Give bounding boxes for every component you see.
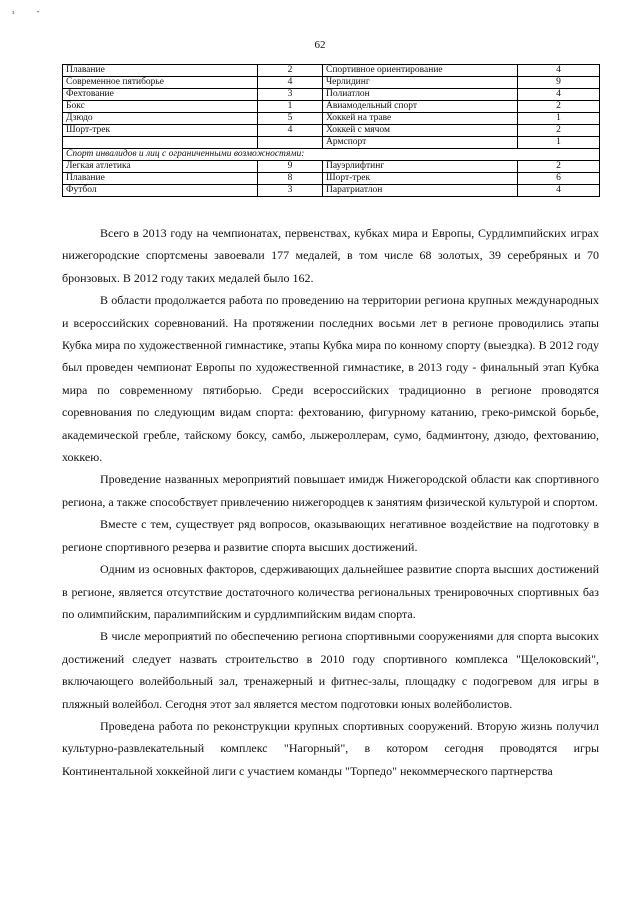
medal-count-cell: 6 [518, 173, 600, 185]
sport-name-cell: Фехтование [63, 89, 258, 101]
sport-name-cell: Пауэрлифтинг [323, 161, 518, 173]
sport-name-cell: Авиамодельный спорт [323, 101, 518, 113]
medal-count-cell: 1 [518, 137, 600, 149]
table-row [63, 161, 600, 173]
body-paragraph: Одним из основных факторов, сдерживающих дальнейшее развитие спорта высших достижений в регионе, является отсутствие достаточного количества региональных тренировочных спортивных баз по олимпийским, паралимпийским и сурдлимпийским видам спорта. [62, 562, 599, 621]
body-paragraph: В области продолжается работа по проведению на территории региона крупных международных и всероссийских соревнований. На протяжении последних восьми лет в регионе проводились этапы Кубка мира по художественной гимнастике, этапы Кубка мира по конному спорту (выездка). В 2012 году был проведен чемпионат Европы по художественной гимнастике, в 2013 году - финальный этап Кубка мира по современному пятиборью. Среди всероссийских традиционно в регионе проводятся соревнования по следующим видам спорта: фехтованию, фигурному катанию, греко-римской борьбе, академической гребле, тайскому боксу, самбо, лыжероллерам, сумо, бадминтону, дзюдо, фехтованию, хоккею. [62, 293, 599, 465]
sport-name-cell: Дзюдо [63, 113, 258, 125]
medal-table [62, 64, 600, 197]
table-row [63, 137, 600, 149]
sport-name-cell: Армспорт [323, 137, 518, 149]
sport-name-cell: Спортивное ориентирование [323, 65, 518, 77]
medal-count-cell: 2 [518, 161, 600, 173]
body-paragraph: Проведена работа по реконструкции крупных спортивных сооружений. Вторую жизнь получил культурно-развлекательный комплекс "Нагорный", в котором сегодня проводятся игры Континентальной хоккейной лиги с участием команды "Торпедо" некоммерческого партнерства [62, 718, 599, 778]
medal-count-cell: 1 [518, 113, 600, 125]
page-number: 62 [314, 39, 326, 51]
corner-mark: з [12, 10, 15, 16]
sport-name-cell: Паратриатлон [323, 185, 518, 197]
body-paragraph: Вместе с тем, существует ряд вопросов, оказывающих негативное воздействие на подготовку в регионе спортивного резерва и развитие спорта высших достижений. [62, 517, 599, 554]
table-row [63, 77, 600, 89]
sport-name-cell: Плавание [63, 173, 258, 185]
medal-count-cell: 1 [258, 101, 323, 113]
table-row [63, 89, 600, 101]
medal-count-cell: 2 [518, 101, 600, 113]
medal-count-cell: 4 [518, 185, 600, 197]
sport-name-cell: Футбол [63, 185, 258, 197]
medal-count-cell: 9 [258, 161, 323, 173]
sport-name-cell: Черлидинг [323, 77, 518, 89]
medal-count-cell: 2 [518, 125, 600, 137]
table-row [63, 173, 600, 185]
table-section-row [63, 149, 600, 161]
medal-count-cell: 9 [518, 77, 600, 89]
sport-name-cell: Бокс [63, 101, 258, 113]
sport-name-cell: Хоккей на траве [323, 113, 518, 125]
medal-count-cell: 2 [258, 65, 323, 77]
body-paragraph: Всего в 2013 году на чемпионатах, первенствах, кубках мира и Европы, Сурдлимпийских играх нижегородские спортсмены завоевали 177 медалей, в том числе 68 золотых, 39 серебряных и 70 бронзовых. В 2012 году таких медалей было 162. [62, 226, 599, 285]
medal-table-body [63, 65, 600, 197]
body-paragraph: В числе мероприятий по обеспечению региона спортивными сооружениями для спорта высоких достижений следует назвать строительство в 2010 году спортивного комплекса "Щелоковский", включающего волейбольный зал, тренажерный и фитнес-залы, площадку с подогревом для игры в пляжный волейбол. Сегодня этот зал является местом подготовки юных волейболистов. [62, 629, 599, 711]
sport-name-cell: Шорт-трек [323, 173, 518, 185]
sport-name-cell: Плавание [63, 65, 258, 77]
medal-count-cell: 4 [518, 65, 600, 77]
medal-count-cell: 3 [258, 185, 323, 197]
section-title: Спорт инвалидов и лиц с ограниченными возможностями: [63, 149, 600, 161]
sport-name-cell: Полиатлон [323, 89, 518, 101]
medal-count-cell: 8 [258, 173, 323, 185]
medal-count-cell: 4 [258, 77, 323, 89]
medal-count-cell: 5 [258, 113, 323, 125]
table-row [63, 113, 600, 125]
medal-count-cell: 3 [258, 89, 323, 101]
medal-count-cell: 4 [518, 89, 600, 101]
document-body [62, 222, 599, 782]
sport-name-cell: Легкая атлетика [63, 161, 258, 173]
table-row [63, 101, 600, 113]
body-paragraph: Проведение названных мероприятий повышает имидж Нижегородской области как спортивного региона, а также способствует привлечению нижегородцев к занятиям физической культурой и спортом. [62, 472, 599, 509]
sport-name-cell: Шорт-трек [63, 125, 258, 137]
table-row [63, 185, 600, 197]
sport-name-cell: Хоккей с мячом [323, 125, 518, 137]
table-row [63, 65, 600, 77]
medal-count-cell: 4 [258, 125, 323, 137]
table-row [63, 125, 600, 137]
medal-count-cell [258, 137, 323, 149]
sport-name-cell [63, 137, 258, 149]
corner-mark: • [37, 10, 40, 16]
sport-name-cell: Современное пятиборье [63, 77, 258, 89]
